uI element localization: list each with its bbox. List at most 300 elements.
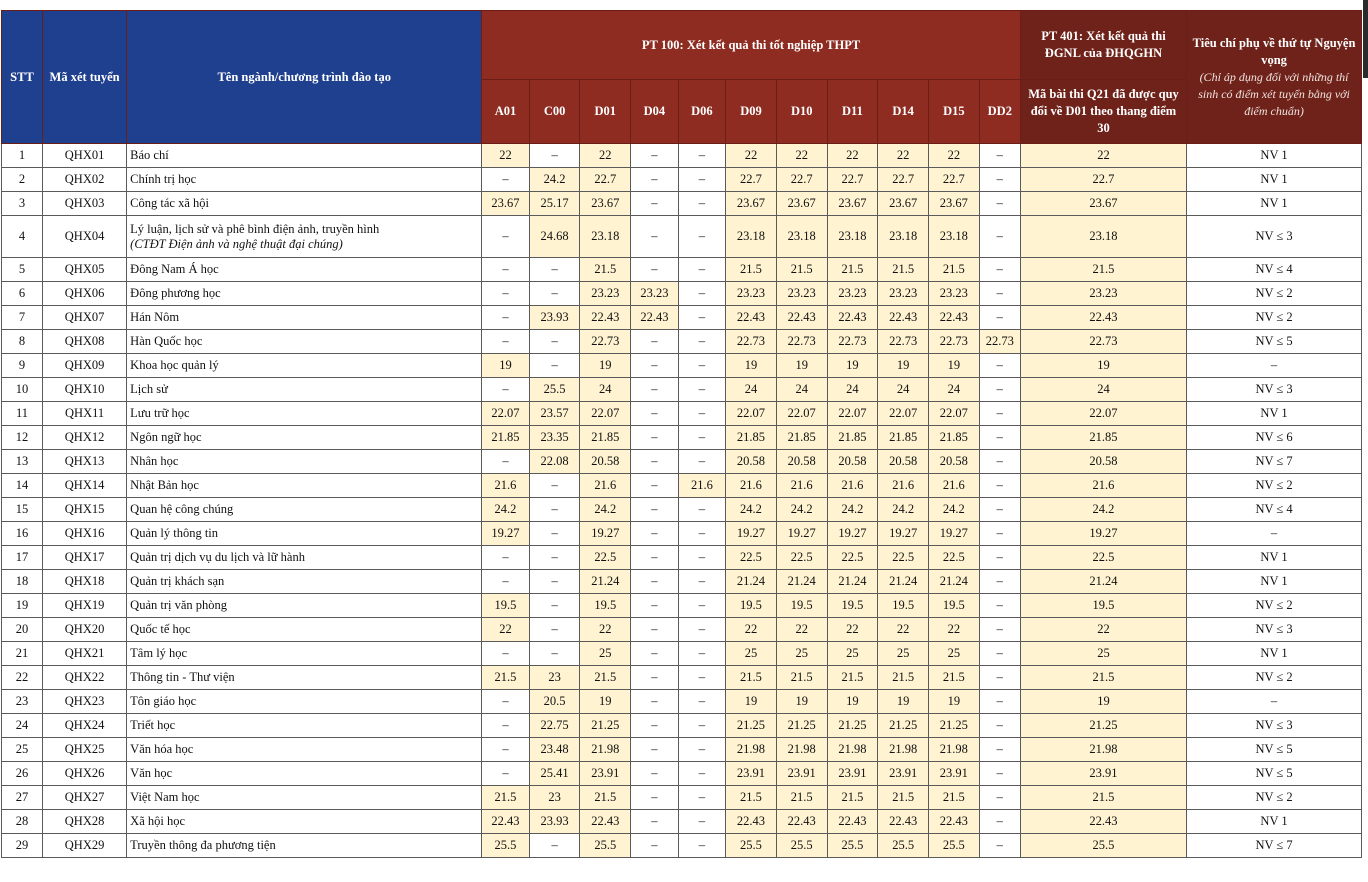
cell-score-d14: 22.5 [878, 546, 929, 570]
cell-nv-criteria: NV ≤ 3 [1187, 714, 1362, 738]
program-name: Văn học [130, 766, 173, 780]
cell-score-d06: – [678, 522, 725, 546]
cell-score-d14: 21.85 [878, 426, 929, 450]
table-row [2, 666, 1362, 690]
cell-score-d15: 22 [929, 618, 980, 642]
cell-code: QHX07 [43, 306, 127, 330]
table-body [2, 144, 1362, 858]
cell-score-d14: 21.24 [878, 570, 929, 594]
cell-dgnl-score: 23.23 [1020, 282, 1186, 306]
table-row [2, 354, 1362, 378]
cell-score-dd2: – [979, 450, 1020, 474]
cell-stt: 9 [2, 354, 43, 378]
program-name: Việt Nam học [130, 790, 200, 804]
cell-program-name [127, 546, 482, 570]
cell-score-d14: 22.7 [878, 168, 929, 192]
cell-dgnl-score: 22 [1020, 144, 1186, 168]
cell-program-name [127, 834, 482, 858]
program-name: Báo chí [130, 148, 169, 162]
cell-score-c00: – [529, 354, 580, 378]
cell-score-a01: – [482, 642, 529, 666]
table-row [2, 834, 1362, 858]
cell-score-a01: – [482, 738, 529, 762]
cell-score-d01: 23.67 [580, 192, 631, 216]
header-block-d14: D14 [878, 80, 929, 144]
cell-score-a01: – [482, 378, 529, 402]
cell-score-dd2: – [979, 642, 1020, 666]
cell-score-d09: 22.43 [726, 306, 777, 330]
cell-score-dd2: – [979, 426, 1020, 450]
cell-score-d01: 22.7 [580, 168, 631, 192]
cell-score-d06: – [678, 192, 725, 216]
header-program: Tên ngành/chương trình đào tạo [127, 11, 482, 144]
cell-score-d10: 22 [776, 618, 827, 642]
cell-score-a01: – [482, 546, 529, 570]
header-block-d11: D11 [827, 80, 878, 144]
cell-score-d06: – [678, 786, 725, 810]
cell-score-d15: 19.27 [929, 522, 980, 546]
table-row [2, 618, 1362, 642]
header-stt: STT [2, 11, 43, 144]
cell-score-dd2: – [979, 570, 1020, 594]
cell-score-d06: – [678, 762, 725, 786]
cell-dgnl-score: 22.7 [1020, 168, 1186, 192]
cell-score-a01: 21.5 [482, 786, 529, 810]
cell-score-d01: 23.18 [580, 216, 631, 258]
cell-score-d11: 21.24 [827, 570, 878, 594]
program-name: Tôn giáo học [130, 694, 197, 708]
cell-program-name [127, 714, 482, 738]
header-pt100: PT 100: Xét kết quả thi tốt nghiệp THPT [482, 11, 1021, 80]
cell-code: QHX16 [43, 522, 127, 546]
cell-score-d14: 22.73 [878, 330, 929, 354]
cell-score-a01: – [482, 450, 529, 474]
cell-score-d09: 24 [726, 378, 777, 402]
table-row [2, 258, 1362, 282]
cell-score-d01: 23.91 [580, 762, 631, 786]
cell-dgnl-score: 21.6 [1020, 474, 1186, 498]
cell-score-d01: 25 [580, 642, 631, 666]
cell-score-c00: 23.57 [529, 402, 580, 426]
cell-score-d01: 22.07 [580, 402, 631, 426]
cell-program-name [127, 450, 482, 474]
cell-score-d10: 21.85 [776, 426, 827, 450]
cell-score-d14: 21.25 [878, 714, 929, 738]
cell-score-c00: 25.41 [529, 762, 580, 786]
cell-score-d10: 22.73 [776, 330, 827, 354]
header-block-d10: D10 [776, 80, 827, 144]
cell-nv-criteria: NV ≤ 3 [1187, 378, 1362, 402]
cell-stt: 14 [2, 474, 43, 498]
cell-stt: 11 [2, 402, 43, 426]
cell-score-d06: – [678, 546, 725, 570]
cell-score-d15: 21.6 [929, 474, 980, 498]
cell-score-a01: – [482, 258, 529, 282]
cell-score-c00: – [529, 144, 580, 168]
cell-nv-criteria: NV 1 [1187, 642, 1362, 666]
criteria-title: Tiêu chí phụ về thứ tự Nguyện vọng [1192, 35, 1356, 67]
cell-nv-criteria: NV ≤ 5 [1187, 330, 1362, 354]
cell-score-d11: 20.58 [827, 450, 878, 474]
cell-score-d15: 21.5 [929, 258, 980, 282]
cell-score-a01: 22.43 [482, 810, 529, 834]
cell-nv-criteria: NV ≤ 4 [1187, 498, 1362, 522]
header-criteria [1187, 11, 1362, 144]
header-block-d06: D06 [678, 80, 725, 144]
cell-program-name [127, 258, 482, 282]
cell-score-c00: – [529, 642, 580, 666]
cell-score-c00: 24.2 [529, 168, 580, 192]
cell-score-d14: 19 [878, 354, 929, 378]
cell-nv-criteria: NV ≤ 3 [1187, 216, 1362, 258]
cell-score-d14: 19 [878, 690, 929, 714]
cell-score-dd2: – [979, 192, 1020, 216]
cell-score-d09: 19.5 [726, 594, 777, 618]
cell-score-d10: 21.5 [776, 258, 827, 282]
program-name: Quản trị dịch vụ du lịch và lữ hành [130, 550, 305, 564]
cell-dgnl-score: 25 [1020, 642, 1186, 666]
cell-program-name [127, 426, 482, 450]
cell-nv-criteria: NV ≤ 3 [1187, 618, 1362, 642]
cell-code: QHX28 [43, 810, 127, 834]
cell-score-d09: 21.6 [726, 474, 777, 498]
cell-score-d15: 25 [929, 642, 980, 666]
cell-score-d11: 24 [827, 378, 878, 402]
cell-score-d15: 19 [929, 354, 980, 378]
cell-score-d06: – [678, 594, 725, 618]
cell-score-d15: 21.25 [929, 714, 980, 738]
cell-score-a01: 19.27 [482, 522, 529, 546]
cell-score-c00: 25.5 [529, 378, 580, 402]
program-name: Chính trị học [130, 172, 197, 186]
cell-score-d11: 22.07 [827, 402, 878, 426]
cell-score-d06: – [678, 378, 725, 402]
cell-dgnl-score: 22.73 [1020, 330, 1186, 354]
table-row [2, 690, 1362, 714]
cell-score-a01: – [482, 168, 529, 192]
cell-score-d06: – [678, 168, 725, 192]
cell-score-d10: 19 [776, 690, 827, 714]
program-name: Xã hội học [130, 814, 186, 828]
cell-score-d04: – [631, 330, 678, 354]
cell-nv-criteria: NV 1 [1187, 570, 1362, 594]
cell-score-d11: 22 [827, 618, 878, 642]
table-row [2, 738, 1362, 762]
cell-stt: 10 [2, 378, 43, 402]
program-name: Hán Nôm [130, 310, 180, 324]
header-pt401: PT 401: Xét kết quả thi ĐGNL của ĐHQGHN [1020, 11, 1186, 80]
cell-score-d04: – [631, 642, 678, 666]
cell-score-d11: 22.43 [827, 810, 878, 834]
cell-code: QHX23 [43, 690, 127, 714]
cell-score-d15: 21.5 [929, 786, 980, 810]
cell-score-d11: 22.73 [827, 330, 878, 354]
cell-dgnl-score: 22.5 [1020, 546, 1186, 570]
cell-score-d15: 22.5 [929, 546, 980, 570]
cell-nv-criteria: NV ≤ 2 [1187, 282, 1362, 306]
cell-score-d06: – [678, 330, 725, 354]
cell-stt: 16 [2, 522, 43, 546]
cell-dgnl-score: 23.18 [1020, 216, 1186, 258]
cell-score-d11: 19.5 [827, 594, 878, 618]
cell-nv-criteria: NV ≤ 5 [1187, 762, 1362, 786]
cell-score-c00: 23 [529, 666, 580, 690]
cell-score-d15: 22 [929, 144, 980, 168]
cell-score-dd2: – [979, 618, 1020, 642]
cell-code: QHX12 [43, 426, 127, 450]
cell-dgnl-score: 21.5 [1020, 786, 1186, 810]
cell-nv-criteria: NV 1 [1187, 144, 1362, 168]
header-block-a01: A01 [482, 80, 529, 144]
cell-score-c00: – [529, 546, 580, 570]
cell-dgnl-score: 21.5 [1020, 666, 1186, 690]
cell-score-c00: 23 [529, 786, 580, 810]
cell-score-d15: 25.5 [929, 834, 980, 858]
cell-code: QHX08 [43, 330, 127, 354]
table-row [2, 402, 1362, 426]
cell-program-name [127, 378, 482, 402]
cell-score-d10: 19 [776, 354, 827, 378]
cell-score-d01: 24 [580, 378, 631, 402]
cell-stt: 28 [2, 810, 43, 834]
cell-score-d11: 22 [827, 144, 878, 168]
cell-score-c00: – [529, 498, 580, 522]
program-name: Lịch sử [130, 382, 168, 396]
cell-score-d11: 19 [827, 354, 878, 378]
cell-score-d06: – [678, 642, 725, 666]
cell-score-d01: 21.6 [580, 474, 631, 498]
cell-score-d15: 19 [929, 690, 980, 714]
program-name: Quản trị văn phòng [130, 598, 228, 612]
cell-program-name [127, 402, 482, 426]
cell-stt: 15 [2, 498, 43, 522]
program-name: Quan hệ công chúng [130, 502, 234, 516]
cell-score-d15: 21.98 [929, 738, 980, 762]
cell-program-name [127, 570, 482, 594]
cell-score-c00: 23.93 [529, 810, 580, 834]
cell-stt: 20 [2, 618, 43, 642]
cell-score-d15: 19.5 [929, 594, 980, 618]
cell-score-d14: 21.5 [878, 666, 929, 690]
cell-score-dd2: – [979, 522, 1020, 546]
cell-score-d15: 23.91 [929, 762, 980, 786]
cell-score-d04: – [631, 738, 678, 762]
cell-score-d06: – [678, 666, 725, 690]
cell-dgnl-score: 19 [1020, 690, 1186, 714]
cell-code: QHX24 [43, 714, 127, 738]
cell-score-a01: 22.07 [482, 402, 529, 426]
cell-score-d04: – [631, 216, 678, 258]
cell-score-d14: 19.5 [878, 594, 929, 618]
cell-score-d11: 21.5 [827, 666, 878, 690]
cell-score-d10: 23.18 [776, 216, 827, 258]
cell-code: QHX29 [43, 834, 127, 858]
cell-score-d15: 21.24 [929, 570, 980, 594]
cell-score-a01: 22 [482, 144, 529, 168]
cell-nv-criteria: NV ≤ 2 [1187, 786, 1362, 810]
cell-program-name [127, 786, 482, 810]
cell-score-d09: 21.25 [726, 714, 777, 738]
cell-score-d14: 21.98 [878, 738, 929, 762]
cell-score-d09: 24.2 [726, 498, 777, 522]
program-name: Lý luận, lịch sử và phê bình điện ảnh, truyền hình [130, 221, 380, 236]
cell-dgnl-score: 24 [1020, 378, 1186, 402]
cell-score-d09: 21.5 [726, 666, 777, 690]
cell-score-d04: – [631, 570, 678, 594]
cell-score-c00: – [529, 474, 580, 498]
cell-dgnl-score: 22.43 [1020, 306, 1186, 330]
cell-program-name [127, 618, 482, 642]
table-row [2, 714, 1362, 738]
program-name: Hàn Quốc học [130, 334, 203, 348]
cell-score-d11: 21.6 [827, 474, 878, 498]
cell-score-dd2: – [979, 690, 1020, 714]
cell-score-c00: 22.08 [529, 450, 580, 474]
cell-score-d10: 21.5 [776, 666, 827, 690]
cell-score-d01: 21.98 [580, 738, 631, 762]
program-name: Triết học [130, 718, 176, 732]
cell-program-name [127, 666, 482, 690]
cell-score-d06: – [678, 282, 725, 306]
cell-score-d10: 21.6 [776, 474, 827, 498]
cell-nv-criteria: NV ≤ 5 [1187, 738, 1362, 762]
cell-score-d04: – [631, 762, 678, 786]
cell-score-d14: 21.5 [878, 786, 929, 810]
cell-dgnl-score: 19 [1020, 354, 1186, 378]
cell-dgnl-score: 22 [1020, 618, 1186, 642]
cell-score-d10: 19.27 [776, 522, 827, 546]
cell-code: QHX06 [43, 282, 127, 306]
cell-score-d14: 23.91 [878, 762, 929, 786]
cell-score-d06: – [678, 306, 725, 330]
cell-score-d06: – [678, 450, 725, 474]
cell-score-d09: 23.18 [726, 216, 777, 258]
cell-nv-criteria: NV ≤ 2 [1187, 474, 1362, 498]
table-row [2, 450, 1362, 474]
cell-score-d15: 20.58 [929, 450, 980, 474]
cell-score-d10: 20.58 [776, 450, 827, 474]
cell-nv-criteria: NV 1 [1187, 810, 1362, 834]
cell-score-c00: 23.48 [529, 738, 580, 762]
cell-score-d09: 23.67 [726, 192, 777, 216]
cell-nv-criteria: NV ≤ 4 [1187, 258, 1362, 282]
program-name: Ngôn ngữ học [130, 430, 202, 444]
cell-score-d01: 23.23 [580, 282, 631, 306]
cell-score-d15: 22.7 [929, 168, 980, 192]
cell-score-dd2: – [979, 258, 1020, 282]
cell-score-d04: – [631, 402, 678, 426]
cell-score-d01: 21.25 [580, 714, 631, 738]
cell-score-d04: – [631, 168, 678, 192]
cell-nv-criteria: NV 1 [1187, 168, 1362, 192]
admission-score-table [1, 10, 1362, 858]
cell-stt: 6 [2, 282, 43, 306]
cell-score-d06: – [678, 354, 725, 378]
cell-code: QHX25 [43, 738, 127, 762]
cell-score-a01: 19.5 [482, 594, 529, 618]
cell-score-d04: – [631, 522, 678, 546]
cell-program-name [127, 144, 482, 168]
cell-score-d14: 22.43 [878, 810, 929, 834]
program-name: Đông phương học [130, 286, 221, 300]
cell-score-d15: 22.43 [929, 306, 980, 330]
cell-score-c00: 25.17 [529, 192, 580, 216]
cell-program-name [127, 216, 482, 258]
cell-score-d01: 21.5 [580, 666, 631, 690]
cell-score-d14: 22 [878, 618, 929, 642]
table-row [2, 810, 1362, 834]
header-block-d01: D01 [580, 80, 631, 144]
cell-stt: 27 [2, 786, 43, 810]
cell-score-d14: 22.43 [878, 306, 929, 330]
cell-score-d14: 24 [878, 378, 929, 402]
cell-code: QHX11 [43, 402, 127, 426]
cell-program-name [127, 642, 482, 666]
cell-score-d09: 22 [726, 618, 777, 642]
cell-score-d10: 23.91 [776, 762, 827, 786]
cell-nv-criteria: – [1187, 522, 1362, 546]
cell-score-d10: 21.98 [776, 738, 827, 762]
cell-code: QHX18 [43, 570, 127, 594]
cell-program-name [127, 594, 482, 618]
cell-score-d01: 20.58 [580, 450, 631, 474]
cell-score-d04: – [631, 426, 678, 450]
cell-score-d06: – [678, 810, 725, 834]
cell-score-dd2: – [979, 498, 1020, 522]
cell-score-dd2: – [979, 216, 1020, 258]
cell-score-d14: 22.07 [878, 402, 929, 426]
cell-score-a01: – [482, 762, 529, 786]
cell-program-name [127, 168, 482, 192]
cell-program-name [127, 738, 482, 762]
cell-program-name [127, 354, 482, 378]
cell-score-c00: 24.68 [529, 216, 580, 258]
cell-score-d04: – [631, 714, 678, 738]
cell-score-d09: 21.98 [726, 738, 777, 762]
cell-score-c00: – [529, 570, 580, 594]
cell-score-dd2: – [979, 810, 1020, 834]
cell-score-dd2: – [979, 354, 1020, 378]
header-block-dd2: DD2 [979, 80, 1020, 144]
cell-score-a01: 23.67 [482, 192, 529, 216]
cell-nv-criteria: NV ≤ 2 [1187, 306, 1362, 330]
cell-nv-criteria: NV 1 [1187, 402, 1362, 426]
cell-score-dd2: – [979, 714, 1020, 738]
cell-score-d10: 25 [776, 642, 827, 666]
cell-score-d10: 21.24 [776, 570, 827, 594]
cell-score-a01: – [482, 570, 529, 594]
cell-score-a01: – [482, 306, 529, 330]
cell-score-c00: 23.93 [529, 306, 580, 330]
header-block-d09: D09 [726, 80, 777, 144]
cell-score-d10: 22 [776, 144, 827, 168]
cell-score-d10: 22.5 [776, 546, 827, 570]
cell-score-dd2: – [979, 168, 1020, 192]
cell-score-d06: – [678, 144, 725, 168]
cell-stt: 17 [2, 546, 43, 570]
cell-score-d11: 25 [827, 642, 878, 666]
cell-code: QHX10 [43, 378, 127, 402]
cell-score-d10: 23.23 [776, 282, 827, 306]
cell-score-dd2: – [979, 834, 1020, 858]
cell-score-d06: 21.6 [678, 474, 725, 498]
cell-score-d11: 21.98 [827, 738, 878, 762]
program-name: Lưu trữ học [130, 406, 190, 420]
cell-score-dd2: – [979, 546, 1020, 570]
cell-score-dd2: – [979, 282, 1020, 306]
cell-score-d04: – [631, 144, 678, 168]
program-name: Thông tin - Thư viện [130, 670, 235, 684]
